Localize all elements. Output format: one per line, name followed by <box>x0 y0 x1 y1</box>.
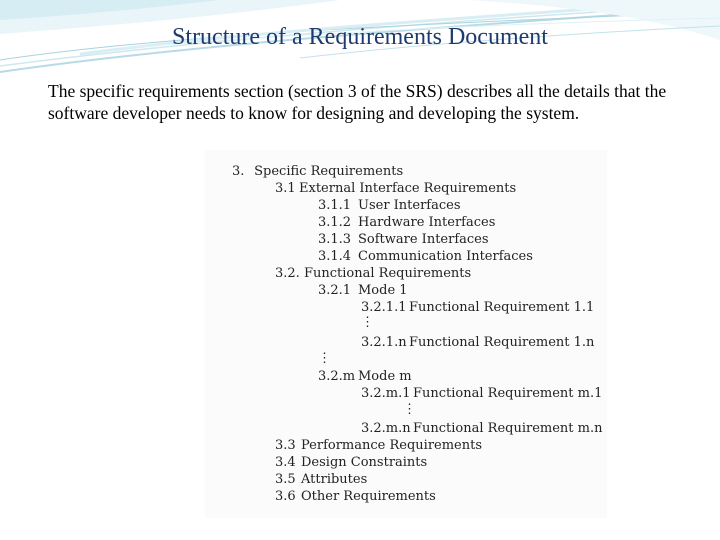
vertical-ellipsis: ⋮ <box>403 402 416 417</box>
toc-entry-3-1-1: 3.1.1 User Interfaces <box>318 198 461 213</box>
toc-entry-3-2-1: 3.2.1 Mode 1 <box>318 283 408 298</box>
toc-entry-3-6: 3.6 Other Requirements <box>275 489 436 504</box>
toc-entry-3: 3. Specific Requirements <box>232 164 404 179</box>
vertical-ellipsis: ⋮ <box>318 351 331 366</box>
toc-entry-3-1: 3.1 External Interface Requirements <box>275 181 517 196</box>
toc-entry-3-1-4: 3.1.4 Communication Interfaces <box>318 249 533 264</box>
intro-paragraph: The specific requirements section (section 3 of the SRS) describes all the details that the software developer needs to know for designing and developing the system. <box>48 81 667 123</box>
toc-entry-3-1-2: 3.1.2 Hardware Interfaces <box>318 215 496 230</box>
toc-entry-3-2-1-n: 3.2.1.n Functional Requirement 1.n <box>361 335 595 350</box>
toc-entry-3-2-m: 3.2.m Mode m <box>318 369 412 384</box>
toc-entry-3-2-1-1: 3.2.1.1 Functional Requirement 1.1 <box>361 300 595 315</box>
toc-entry-3-2-m-n: 3.2.m.n Functional Requirement m.n <box>361 421 603 436</box>
toc-entry-3-4: 3.4 Design Constraints <box>275 455 428 470</box>
toc-entry-3-2: 3.2. Functional Requirements <box>275 266 472 281</box>
slide-title: Structure of a Requirements Document <box>172 24 548 50</box>
toc-entry-3-2-m-1: 3.2.m.1 Functional Requirement m.1 <box>361 386 603 401</box>
toc-entry-3-5: 3.5 Attributes <box>275 472 368 487</box>
toc-entry-3-1-3: 3.1.3 Software Interfaces <box>318 232 489 247</box>
toc-entry-3-3: 3.3 Performance Requirements <box>275 438 483 453</box>
vertical-ellipsis: ⋮ <box>361 315 374 330</box>
